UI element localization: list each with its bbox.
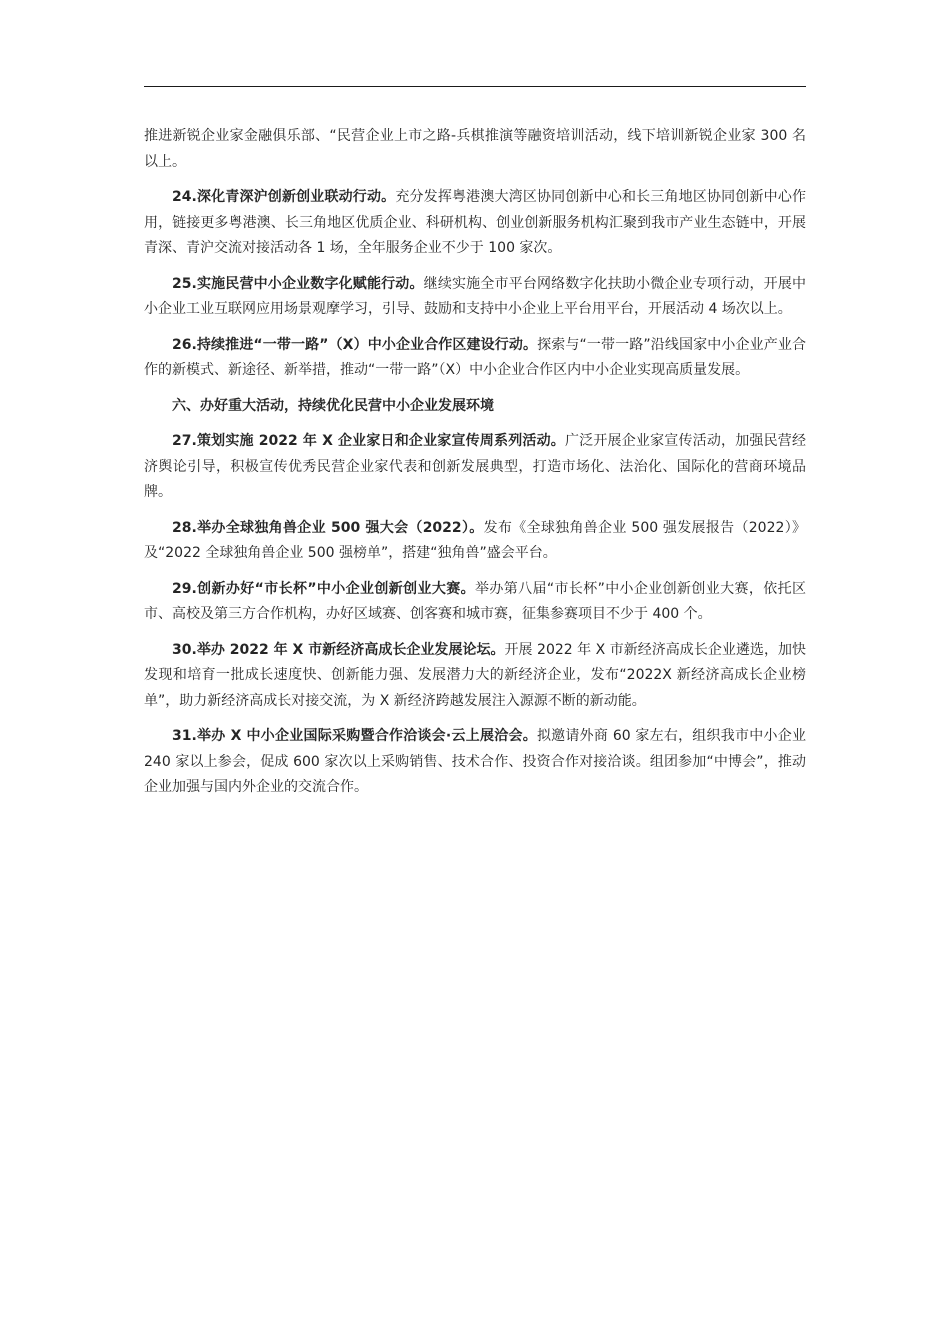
document-body bbox=[144, 124, 806, 811]
item-24 bbox=[144, 185, 806, 262]
intro-paragraph: 推进新锐企业家金融俱乐部、“民营企业上市之路-兵棋推演等融资培训活动，线下培训新锐企业家 300 名以上。 bbox=[144, 128, 806, 170]
item-28 bbox=[144, 516, 806, 567]
item-26 bbox=[144, 333, 806, 384]
item-30-title: 30.举办 2022 年 X 市新经济高成长企业发展论坛。 bbox=[172, 641, 505, 658]
item-25-title: 25.实施民营中小企业数字化赋能行动。 bbox=[172, 275, 424, 292]
item-25-text: 继续实施全市平台网络数字化扶助小微企业专项行动，开展中小企业工业互联网应用场景观摩学习，引导、鼓励和支持中小企业上平台用平台，开展活动 4 场次以上。 bbox=[144, 275, 807, 317]
item-31 bbox=[144, 724, 806, 801]
header-rule bbox=[144, 86, 806, 87]
item-27-title: 27.策划实施 2022 年 X 企业家日和企业家宣传周系列活动。 bbox=[172, 433, 565, 449]
item-24-title: 24.深化青深沪创新创业联动行动。 bbox=[172, 189, 396, 205]
item-27 bbox=[144, 429, 806, 506]
item-28-text: 发布《全球独角兽企业 500 强发展报告（2022）》及“2022 全球独角兽企业 500 强榜单”，搭建“独角兽”盛会平台。 bbox=[144, 519, 806, 561]
section-heading: 六、办好重大活动，持续优化民营中小企业发展环境 bbox=[172, 397, 494, 414]
item-31-title: 31.举办 X 中小企业国际采购暨合作洽谈会·云上展洽会。 bbox=[172, 728, 537, 744]
item-29-text: 举办第八届“市长杯”中小企业创新创业大赛，依托区市、高校及第三方合作机构，办好区域赛、创客赛和城市赛，征集参赛项目不少于 400 个。 bbox=[144, 580, 806, 622]
item-24-text: 充分发挥粤港澳大湾区协同创新中心和长三角地区协同创新中心作用，链接更多粤港澳、长三角地区优质企业、科研机构、创业创新服务机构汇聚到我市产业生态链中，开展青深、青沪交流对接活动各 1 场，全年服务企业不少于 100 家次。 bbox=[144, 189, 806, 256]
item-30 bbox=[144, 638, 806, 715]
item-26-title: 26.持续推进“一带一路”（X）中小企业合作区建设行动。 bbox=[172, 336, 538, 353]
item-28-title: 28.举办全球独角兽企业 500 强大会（2022）。 bbox=[172, 519, 484, 536]
item-29 bbox=[144, 577, 806, 628]
item-30-text: 开展 2022 年 X 市新经济高成长企业遴选，加快发现和培育一批成长速度快、创新能力强、发展潜力大的新经济企业，发布“2022X 新经济高成长企业榜单”，助力新经济高成长对接交流，为 X 新经济跨越发展注入源源不断的新动能。 bbox=[144, 641, 806, 709]
item-31-text: 拟邀请外商 60 家左右，组织我市中小企业 240 家以上参会，促成 600 家次以上采购销售、技术合作、投资合作对接洽谈。组团参加“中博会”，推动企业加强与国内外企业的交流合作。 bbox=[144, 728, 806, 795]
item-26-text: 探索与“一带一路”沿线国家中小企业产业合作的新模式、新途径、新举措，推动“一带一路”（X）中小企业合作区内中小企业实现高质量发展。 bbox=[144, 336, 806, 378]
item-29-title: 29.创新办好“市长杯”中小企业创新创业大赛。 bbox=[172, 580, 475, 597]
item-25 bbox=[144, 272, 806, 323]
item-27-text: 广泛开展企业家宣传活动，加强民营经济舆论引导，积极宣传优秀民营企业家代表和创新发展典型，打造市场化、法治化、国际化的营商环境品牌。 bbox=[144, 433, 806, 500]
